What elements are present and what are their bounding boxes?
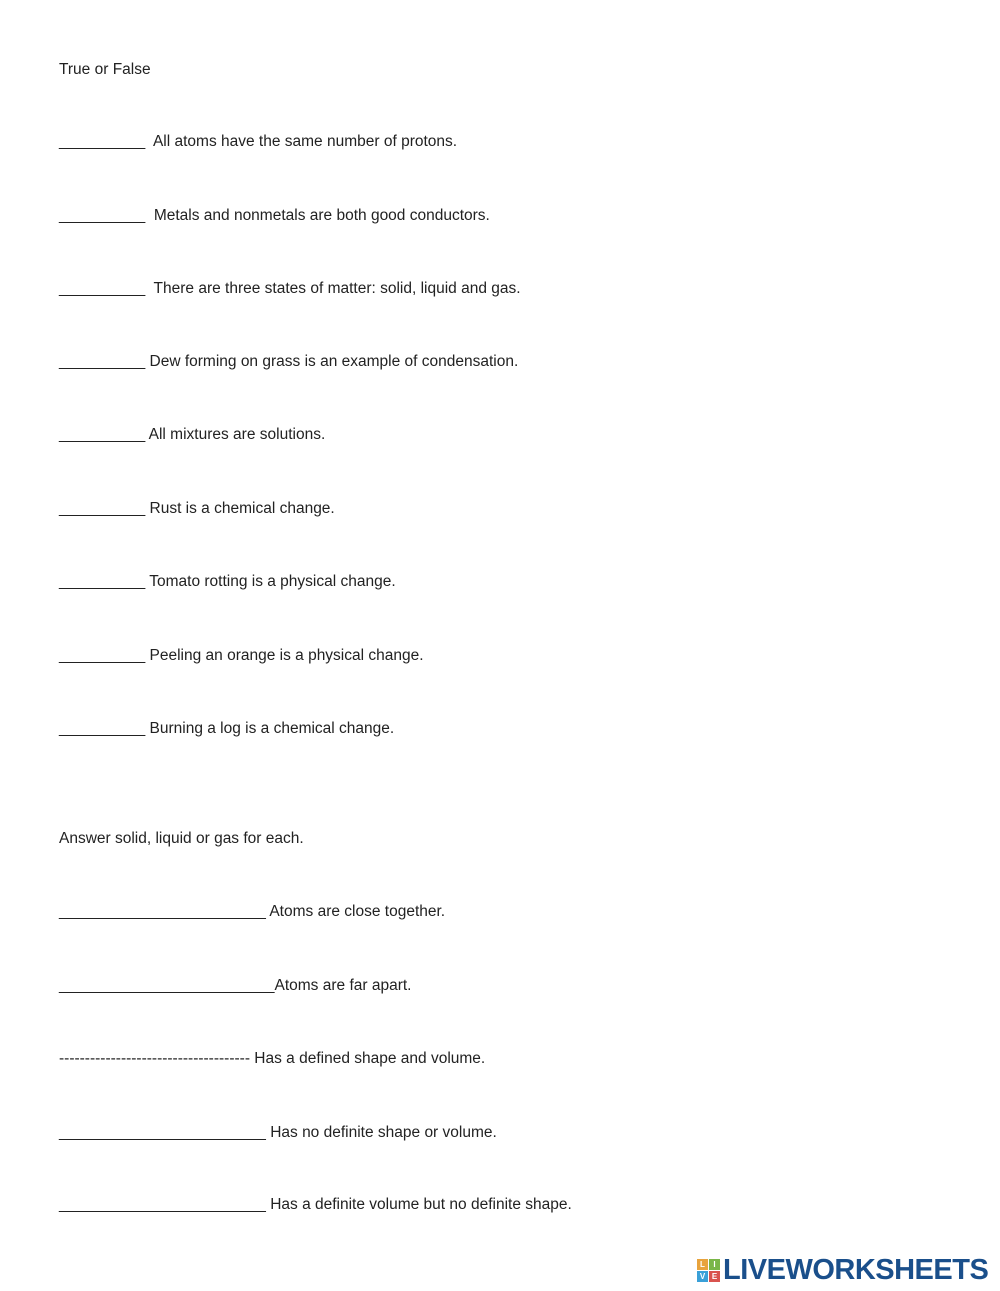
true-false-item-9[interactable]: __________ Burning a log is a chemical change. xyxy=(59,720,395,737)
live-badge-icon xyxy=(697,1259,720,1282)
states-item-2[interactable]: _________________________Atoms are far apart. xyxy=(59,977,412,994)
true-false-heading: True or False xyxy=(59,61,151,78)
true-false-item-1[interactable]: __________ All atoms have the same number of protons. xyxy=(59,133,458,150)
true-false-item-7[interactable]: __________ Tomato rotting is a physical change. xyxy=(59,573,396,590)
true-false-item-4[interactable]: __________ Dew forming on grass is an example of condensation. xyxy=(59,353,519,370)
badge-letter-e: E xyxy=(709,1271,720,1282)
true-false-item-6[interactable]: __________ Rust is a chemical change. xyxy=(59,500,335,517)
states-item-1[interactable]: ________________________ Atoms are close together. xyxy=(59,903,446,920)
true-false-item-3[interactable]: __________ There are three states of matter: solid, liquid and gas. xyxy=(59,280,521,297)
true-false-item-2[interactable]: __________ Metals and nonmetals are both good conductors. xyxy=(59,207,490,224)
states-item-4[interactable]: ________________________ Has no definite shape or volume. xyxy=(59,1124,497,1141)
badge-letter-l: L xyxy=(697,1259,708,1270)
logo-text: LIVEWORKSHEETS xyxy=(723,1254,989,1286)
badge-letter-i: I xyxy=(709,1259,720,1270)
true-false-item-8[interactable]: __________ Peeling an orange is a physical change. xyxy=(59,647,424,664)
states-heading: Answer solid, liquid or gas for each. xyxy=(59,830,304,847)
badge-letter-v: V xyxy=(697,1271,708,1282)
liveworksheets-logo xyxy=(697,1255,988,1285)
true-false-item-5[interactable]: __________ All mixtures are solutions. xyxy=(59,426,326,443)
states-item-5[interactable]: ________________________ Has a definite volume but no definite shape. xyxy=(59,1196,572,1213)
states-item-3[interactable]: ------------------------------------- Has a defined shape and volume. xyxy=(59,1050,486,1067)
